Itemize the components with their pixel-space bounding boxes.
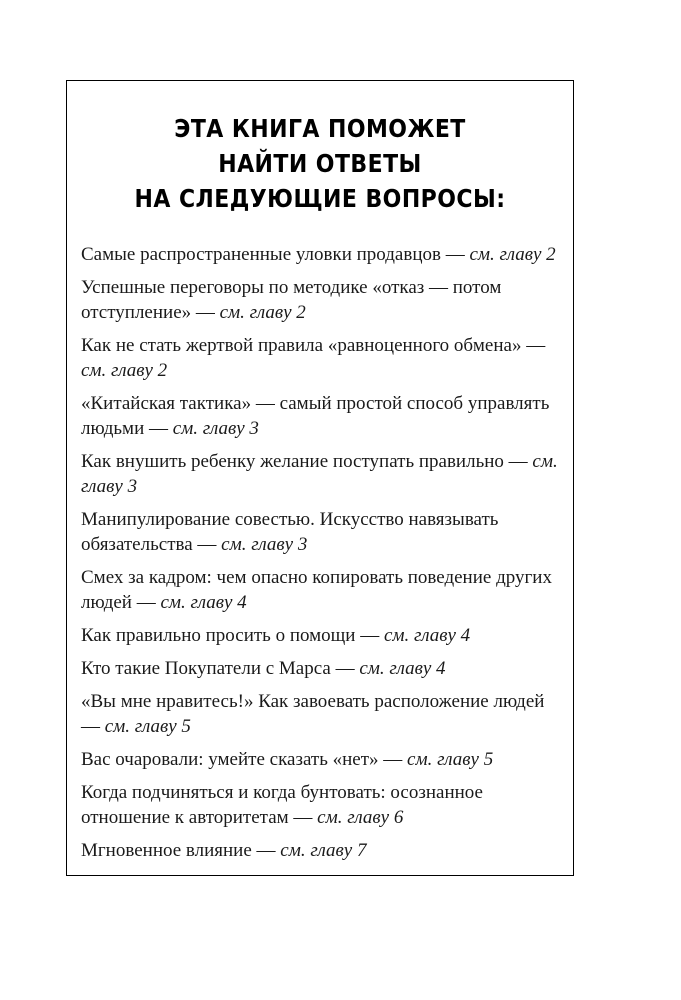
list-item	[81, 623, 565, 648]
list-item	[81, 780, 565, 830]
chapter-ref: см. главу 5	[104, 716, 191, 737]
chapter-ref: см. главу 4	[359, 658, 446, 679]
list-item	[81, 275, 565, 325]
item-text: Как не стать жертвой правила «равноценного обмена» —	[81, 335, 546, 356]
chapter-ref: см. главу 5	[407, 749, 494, 770]
title-line: ЭТА КНИГА ПОМОЖЕТ	[174, 114, 466, 143]
item-text: Смех за кадром: чем опасно копировать поведение других людей —	[81, 567, 552, 613]
chapter-ref: см. главу 3	[221, 534, 308, 555]
item-text: Кто такие Покупатели с Марса —	[81, 658, 360, 679]
chapter-ref: см. главу 6	[317, 807, 404, 828]
item-text: Самые распространенные уловки продавцов —	[81, 244, 470, 265]
chapter-ref: см. главу 7	[280, 840, 367, 861]
item-text: «Китайская тактика» — самый простой способ управлять людьми —	[81, 393, 550, 439]
chapter-ref: см. главу 2	[81, 360, 168, 381]
chapter-ref: см. главу 4	[160, 592, 247, 613]
item-text: «Вы мне нравитесь!» Как завоевать расположение людей —	[81, 691, 545, 737]
title-line: НАЙТИ ОТВЕТЫ	[218, 149, 422, 178]
chapter-ref: см. главу 2	[469, 244, 556, 265]
list-item	[81, 747, 565, 772]
chapter-ref: см. главу 2	[219, 302, 306, 323]
item-text: Успешные переговоры по методике «отказ — потом отступление» —	[81, 277, 502, 323]
chapter-ref: см. главу 4	[383, 625, 471, 646]
list-item	[81, 565, 565, 615]
item-text: Манипулирование совестью. Искусство навязывать обязательства —	[81, 509, 499, 555]
item-text: Когда подчиняться и когда бунтовать: осознанное отношение к авторитетам —	[81, 782, 483, 828]
item-text: Как правильно просить о помощи —	[81, 625, 384, 646]
list-item	[81, 391, 565, 441]
item-text: Мгновенное влияние —	[81, 840, 281, 861]
chapter-ref: см. главу 3	[81, 451, 558, 497]
list-item	[81, 656, 565, 681]
item-text: Вас очаровали: умейте сказать «нет» —	[81, 749, 408, 770]
list-item	[81, 449, 565, 499]
chapter-ref: см. главу 3	[172, 418, 259, 439]
list-item	[81, 507, 565, 557]
content-frame	[66, 80, 574, 876]
item-text: Как внушить ребенку желание поступать правильно —	[81, 451, 533, 472]
list-item	[81, 689, 565, 739]
list-item	[81, 333, 565, 383]
page-title	[97, 111, 542, 216]
title-line: НА СЛЕДУЮЩИЕ ВОПРОСЫ:	[134, 184, 506, 213]
list-item	[81, 838, 565, 863]
question-list	[81, 242, 565, 871]
list-item	[81, 242, 565, 267]
